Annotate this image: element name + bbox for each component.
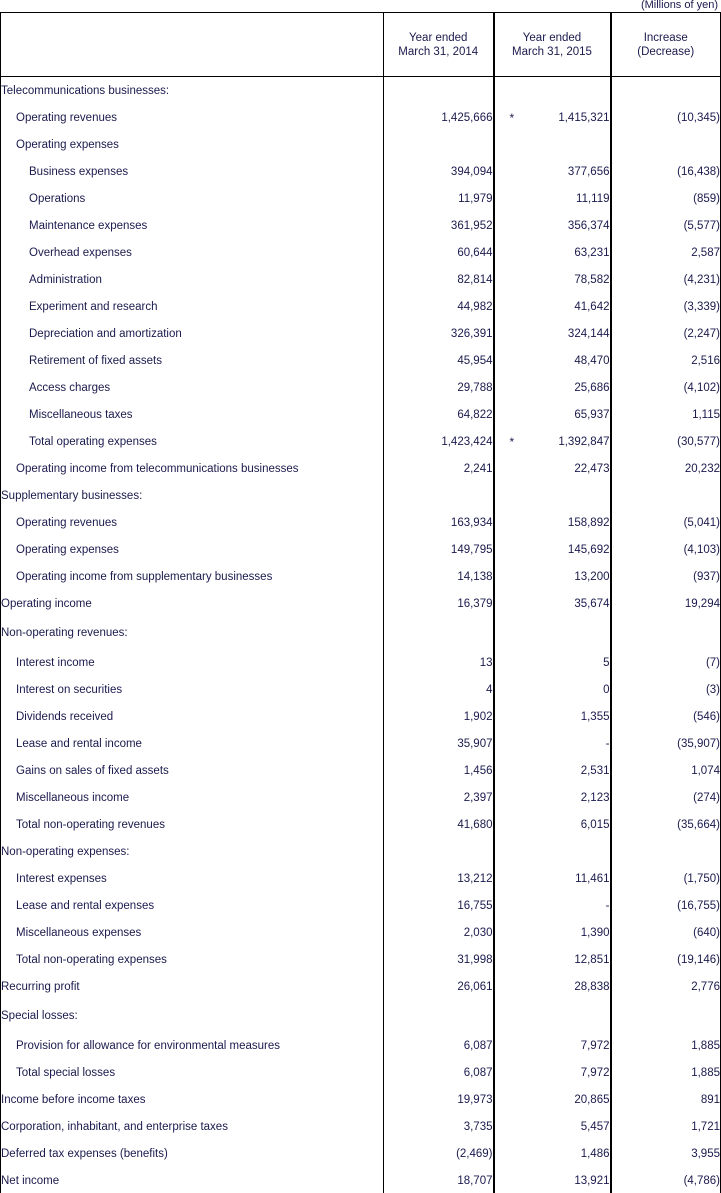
table-body: [1, 77, 721, 1193]
cell-year-2014: 326,391: [384, 320, 494, 347]
cell-increase-decrease: (2,247): [683, 327, 720, 340]
cell-year-2014: 149,795: [384, 536, 494, 563]
cell-value-2015: 7,972: [580, 1066, 610, 1079]
cell-year-2015: [494, 1059, 611, 1086]
cell-value-2015: 63,231: [574, 246, 610, 259]
cell-value-2015: 20,865: [574, 1093, 610, 1106]
cell-increase-decrease: (30,577): [677, 435, 720, 448]
cell-increase-decrease: (16,755): [677, 899, 720, 912]
cell-year-2015: [494, 320, 611, 347]
cell-value-2015: 324,144: [567, 327, 610, 340]
cell-year-2015: [494, 1140, 611, 1167]
cell-increase-decrease: 19,294: [684, 597, 720, 610]
table-row: [1, 1000, 721, 1032]
table-row: [1, 185, 721, 212]
cell-year-2015: [494, 455, 611, 482]
cell-year-2015: [494, 266, 611, 293]
cell-value-2015: 11,119: [576, 192, 610, 205]
cell-year-2014: [384, 617, 494, 649]
cell-year-2014: 60,644: [384, 239, 494, 266]
table-row: [1, 703, 721, 730]
cell-increase-decrease: (10,345): [677, 111, 720, 124]
cell-value-2015: 48,470: [574, 354, 610, 367]
table-row: [1, 212, 721, 239]
cell-value-2015: 1,392,847: [558, 435, 610, 448]
header-row: [1, 13, 721, 77]
cell-year-2015: [494, 131, 611, 158]
table-row: [1, 838, 721, 865]
cell-year-2014: 2,030: [384, 919, 494, 946]
footnote-asterisk-icon: *: [509, 110, 515, 125]
table-row: [1, 892, 721, 919]
cell-year-2015: [494, 401, 611, 428]
cell-year-2014: 26,061: [384, 973, 494, 1000]
cell-year-2014: 16,755: [384, 892, 494, 919]
cell-year-2014: 361,952: [384, 212, 494, 239]
cell-increase-decrease: (19,146): [677, 953, 720, 966]
table-row: [1, 104, 721, 131]
row-label: Telecommunications businesses:: [1, 77, 384, 105]
table-row: [1, 865, 721, 892]
table-row: [1, 347, 721, 374]
cell-value-2015: 7,972: [580, 1039, 610, 1052]
cell-increase-decrease: (937): [693, 570, 720, 583]
cell-year-2015: [494, 536, 611, 563]
cell-value-2015: -: [605, 899, 610, 912]
cell-year-2015: [494, 1113, 611, 1140]
cell-increase-decrease: [611, 1000, 721, 1032]
cell-year-2015: [494, 757, 611, 784]
cell-year-2015: [494, 1000, 611, 1032]
cell-year-2014: 1,902: [384, 703, 494, 730]
cell-value-2015: 145,692: [567, 543, 610, 556]
cell-increase-decrease: [611, 482, 721, 509]
cell-increase-decrease: 1,721: [691, 1120, 720, 1133]
cell-year-2014: 82,814: [384, 266, 494, 293]
cell-value-2015: 5,457: [580, 1120, 610, 1133]
row-label: Operating expenses: [1, 536, 384, 563]
cell-value-2015: 158,892: [567, 516, 610, 529]
cell-year-2015: [494, 676, 611, 703]
cell-year-2014: [384, 838, 494, 865]
cell-value-2015: 13,200: [574, 570, 610, 583]
row-label: Supplementary businesses:: [1, 482, 384, 509]
row-label: Retirement of fixed assets: [1, 347, 384, 374]
row-label: Miscellaneous taxes: [1, 401, 384, 428]
cell-value-2015: 6,015: [580, 818, 610, 831]
table-row: [1, 1032, 721, 1059]
row-label: Deferred tax expenses (benefits): [1, 1140, 384, 1167]
row-label: Administration: [1, 266, 384, 293]
table-row: [1, 266, 721, 293]
cell-year-2015: [494, 617, 611, 649]
cell-increase-decrease: (4,231): [683, 273, 720, 286]
header-cell-2015: [494, 13, 611, 77]
cell-year-2014: 11,979: [384, 185, 494, 212]
row-label: Operating expenses: [1, 131, 384, 158]
row-label: Non-operating expenses:: [1, 838, 384, 865]
cell-value-2015: 78,582: [574, 273, 610, 286]
row-label: Lease and rental income: [1, 730, 384, 757]
cell-increase-decrease: [611, 617, 721, 649]
cell-year-2015: [494, 509, 611, 536]
table-row: [1, 482, 721, 509]
table-row: [1, 730, 721, 757]
row-label: Miscellaneous expenses: [1, 919, 384, 946]
cell-year-2015: [494, 1167, 611, 1193]
cell-year-2014: 2,241: [384, 455, 494, 482]
cell-year-2015: [494, 185, 611, 212]
table-row: [1, 158, 721, 185]
cell-increase-decrease: [611, 838, 721, 865]
cell-value-2015: 5: [603, 656, 610, 669]
cell-year-2014: 16,379: [384, 590, 494, 617]
cell-increase-decrease: (3,339): [683, 300, 720, 313]
cell-increase-decrease: (5,041): [683, 516, 720, 529]
cell-year-2015: [494, 482, 611, 509]
cell-increase-decrease: 1,885: [691, 1039, 720, 1052]
table-row: [1, 320, 721, 347]
cell-year-2015: [494, 919, 611, 946]
cell-year-2015: [494, 1086, 611, 1113]
header-cell-2014: [384, 13, 494, 77]
table-row: [1, 509, 721, 536]
table-row: [1, 401, 721, 428]
header-change-line1: Increase: [643, 31, 688, 44]
cell-year-2014: 18,707: [384, 1167, 494, 1193]
table-row: [1, 536, 721, 563]
row-label: Income before income taxes: [1, 1086, 384, 1113]
row-label: Miscellaneous income: [1, 784, 384, 811]
cell-year-2015: [494, 1032, 611, 1059]
income-statement-table: [0, 12, 721, 1193]
cell-year-2014: 14,138: [384, 563, 494, 590]
row-label: Access charges: [1, 374, 384, 401]
table-row: [1, 1140, 721, 1167]
cell-value-2015: 1,415,321: [558, 111, 610, 124]
row-label: Depreciation and amortization: [1, 320, 384, 347]
cell-year-2015: [494, 293, 611, 320]
cell-year-2015: [494, 865, 611, 892]
row-label: Provision for allowance for environmental measures: [1, 1032, 384, 1059]
cell-year-2014: 1,425,666: [384, 104, 494, 131]
cell-year-2015: [494, 784, 611, 811]
cell-year-2014: 13: [384, 649, 494, 676]
table-row: [1, 374, 721, 401]
header-2015-line1: Year ended: [522, 31, 582, 44]
header-cell-label: [1, 13, 384, 77]
row-label: Interest on securities: [1, 676, 384, 703]
cell-increase-decrease: 1,074: [691, 764, 720, 777]
cell-increase-decrease: 891: [700, 1093, 720, 1106]
cell-year-2014: 29,788: [384, 374, 494, 401]
row-label: Special losses:: [1, 1000, 384, 1032]
cell-year-2015: [494, 104, 611, 131]
cell-year-2014: [384, 77, 494, 105]
cell-value-2015: 25,686: [574, 381, 610, 394]
cell-year-2014: 6,087: [384, 1059, 494, 1086]
cell-year-2015: [494, 239, 611, 266]
cell-year-2015: [494, 892, 611, 919]
table-row: [1, 77, 721, 105]
cell-increase-decrease: 2,587: [691, 246, 720, 259]
table-row: [1, 1167, 721, 1193]
cell-increase-decrease: (4,102): [683, 381, 720, 394]
table-row: [1, 811, 721, 838]
table-row: [1, 455, 721, 482]
cell-value-2015: 35,674: [574, 597, 610, 610]
cell-increase-decrease: (4,103): [683, 543, 720, 556]
cell-year-2014: 35,907: [384, 730, 494, 757]
footnote-asterisk-icon: *: [509, 434, 515, 449]
table-header: [1, 13, 721, 77]
cell-year-2014: [384, 1000, 494, 1032]
cell-year-2014: 13,212: [384, 865, 494, 892]
units-caption: (Millions of yen): [640, 0, 718, 11]
table-row: [1, 239, 721, 266]
table-row: [1, 428, 721, 455]
cell-year-2014: 64,822: [384, 401, 494, 428]
cell-increase-decrease: 1,885: [691, 1066, 720, 1079]
row-label: Net income: [1, 1167, 384, 1193]
table-row: [1, 1059, 721, 1086]
cell-year-2015: [494, 158, 611, 185]
cell-year-2015: [494, 649, 611, 676]
cell-increase-decrease: (35,907): [677, 737, 720, 750]
row-label: Corporation, inhabitant, and enterprise taxes: [1, 1113, 384, 1140]
row-label: Dividends received: [1, 703, 384, 730]
cell-increase-decrease: (7): [705, 656, 720, 669]
header-cell-change: [611, 13, 721, 77]
table-row: [1, 973, 721, 1000]
row-label: Experiment and research: [1, 293, 384, 320]
cell-increase-decrease: 1,115: [692, 408, 720, 421]
row-label: Recurring profit: [1, 973, 384, 1000]
cell-increase-decrease: [611, 77, 721, 105]
cell-increase-decrease: (16,438): [677, 165, 720, 178]
cell-year-2014: 41,680: [384, 811, 494, 838]
cell-year-2014: 4: [384, 676, 494, 703]
cell-increase-decrease: 3,955: [691, 1147, 720, 1160]
cell-year-2014: [384, 482, 494, 509]
table-row: [1, 757, 721, 784]
cell-year-2014: 1,423,424: [384, 428, 494, 455]
row-label: Operations: [1, 185, 384, 212]
table-row: [1, 563, 721, 590]
row-label: Total special losses: [1, 1059, 384, 1086]
cell-increase-decrease: (546): [693, 710, 720, 723]
row-label: Total non-operating expenses: [1, 946, 384, 973]
cell-value-2015: 22,473: [574, 462, 610, 475]
cell-year-2014: 44,982: [384, 293, 494, 320]
header-change-line2: (Decrease): [637, 45, 695, 58]
table-row: [1, 590, 721, 617]
cell-year-2014: 163,934: [384, 509, 494, 536]
row-label: Lease and rental expenses: [1, 892, 384, 919]
table-row: [1, 131, 721, 158]
cell-value-2015: 13,921: [574, 1174, 610, 1187]
cell-year-2014: 1,456: [384, 757, 494, 784]
cell-year-2015: [494, 703, 611, 730]
cell-increase-decrease: (859): [693, 192, 720, 205]
table-row: [1, 293, 721, 320]
table-row: [1, 1086, 721, 1113]
cell-increase-decrease: (35,664): [677, 818, 720, 831]
table-row: [1, 617, 721, 649]
cell-year-2015: [494, 212, 611, 239]
cell-increase-decrease: (4,786): [683, 1174, 720, 1187]
cell-value-2015: 1,486: [580, 1147, 610, 1160]
cell-increase-decrease: (5,577): [683, 219, 720, 232]
cell-year-2014: 2,397: [384, 784, 494, 811]
table-row: [1, 649, 721, 676]
row-label: Business expenses: [1, 158, 384, 185]
cell-value-2015: 28,838: [574, 980, 610, 993]
row-label: Operating revenues: [1, 104, 384, 131]
cell-increase-decrease: (640): [693, 926, 720, 939]
cell-value-2015: 2,123: [580, 791, 610, 804]
cell-year-2015: [494, 838, 611, 865]
cell-year-2014: 6,087: [384, 1032, 494, 1059]
cell-value-2015: 2,531: [580, 764, 610, 777]
cell-year-2015: [494, 374, 611, 401]
cell-year-2014: 45,954: [384, 347, 494, 374]
cell-year-2014: [384, 131, 494, 158]
cell-increase-decrease: 2,776: [691, 980, 720, 993]
cell-year-2014: 31,998: [384, 946, 494, 973]
cell-year-2015: [494, 811, 611, 838]
cell-year-2015: [494, 730, 611, 757]
cell-increase-decrease: (274): [693, 791, 720, 804]
cell-increase-decrease: [611, 131, 721, 158]
cell-increase-decrease: (3): [705, 683, 720, 696]
header-2015-line2: March 31, 2015: [512, 45, 592, 58]
row-label: Total operating expenses: [1, 428, 384, 455]
table-row: [1, 946, 721, 973]
cell-value-2015: 1,355: [580, 710, 610, 723]
cell-value-2015: 1,390: [580, 926, 610, 939]
cell-value-2015: 41,642: [574, 300, 610, 313]
header-2014-line1: Year ended: [409, 31, 468, 44]
row-label: Overhead expenses: [1, 239, 384, 266]
cell-year-2015: [494, 428, 611, 455]
cell-value-2015: 11,461: [575, 872, 610, 885]
cell-year-2015: [494, 973, 611, 1000]
cell-year-2015: [494, 347, 611, 374]
row-label: Interest income: [1, 649, 384, 676]
table-row: [1, 676, 721, 703]
row-label: Gains on sales of fixed assets: [1, 757, 384, 784]
row-label: Operating revenues: [1, 509, 384, 536]
cell-value-2015: -: [605, 737, 610, 750]
cell-year-2015: [494, 77, 611, 105]
cell-year-2014: (2,469): [384, 1140, 494, 1167]
cell-value-2015: 0: [603, 683, 610, 696]
cell-year-2014: 394,094: [384, 158, 494, 185]
cell-year-2014: 3,735: [384, 1113, 494, 1140]
row-label: Operating income from telecommunications businesses: [1, 455, 384, 482]
cell-year-2015: [494, 590, 611, 617]
cell-value-2015: 356,374: [567, 219, 610, 232]
cell-value-2015: 12,851: [574, 953, 610, 966]
row-label: Non-operating revenues:: [1, 617, 384, 649]
table-row: [1, 784, 721, 811]
table-row: [1, 919, 721, 946]
row-label: Operating income from supplementary businesses: [1, 563, 384, 590]
row-label: Interest expenses: [1, 865, 384, 892]
row-label: Operating income: [1, 590, 384, 617]
cell-value-2015: 65,937: [574, 408, 610, 421]
cell-year-2015: [494, 946, 611, 973]
cell-increase-decrease: 2,516: [691, 354, 720, 367]
cell-increase-decrease: 20,232: [684, 462, 720, 475]
cell-value-2015: 377,656: [567, 165, 610, 178]
row-label: Maintenance expenses: [1, 212, 384, 239]
row-label: Total non-operating revenues: [1, 811, 384, 838]
cell-year-2015: [494, 563, 611, 590]
table-row: [1, 1113, 721, 1140]
header-2014-line2: March 31, 2014: [398, 45, 479, 58]
cell-increase-decrease: (1,750): [683, 872, 720, 885]
cell-year-2014: 19,973: [384, 1086, 494, 1113]
